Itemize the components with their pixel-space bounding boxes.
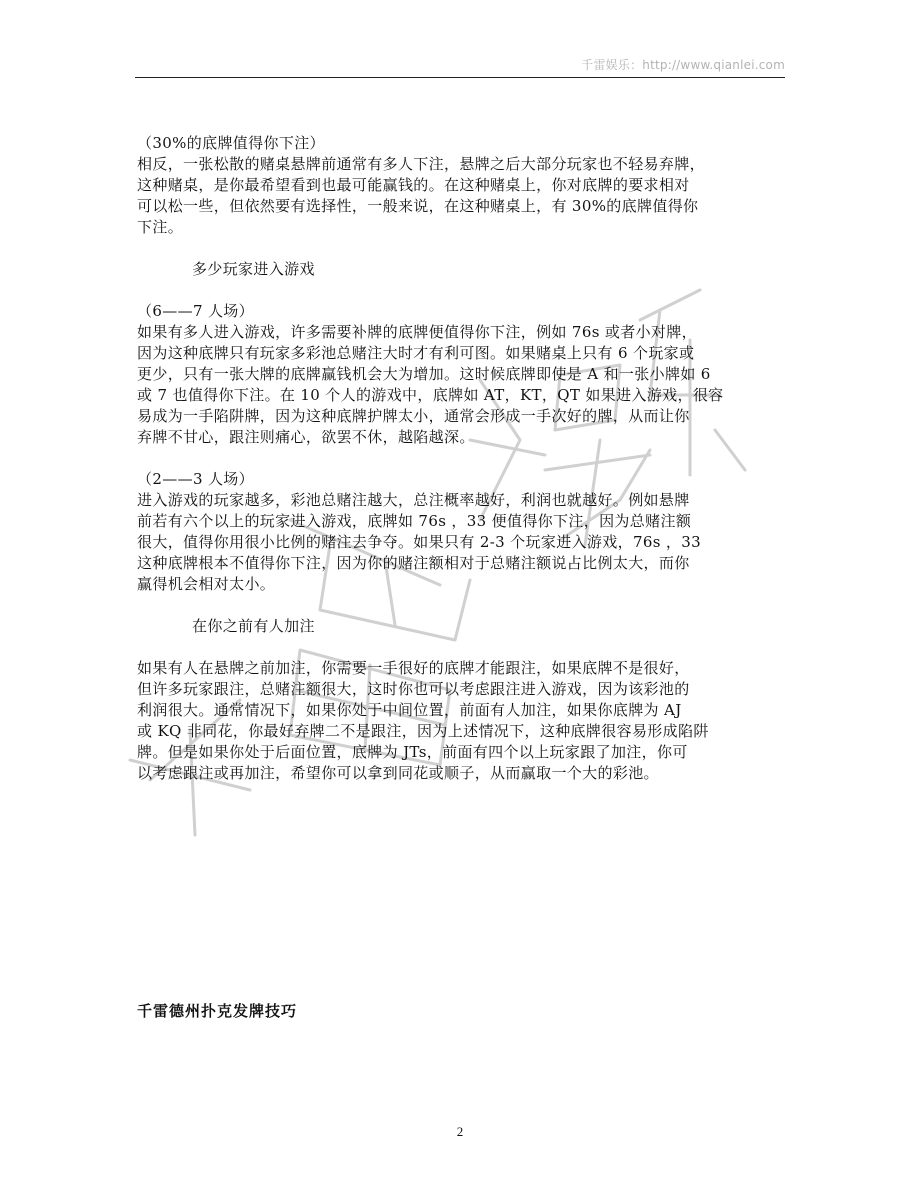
body-line: 进入游戏的玩家越多，彩池总赌注越大，总注概率越好，利润也就越好。例如悬牌 [137,491,690,509]
header-rule [135,77,785,78]
section-30-percent [137,133,787,238]
body-line: 更少，只有一张大牌的底牌赢钱机会大为增加。这时候底牌即使是 A 和一张小牌如 6 [137,365,711,383]
heading-players-count: 多少玩家进入游戏 [192,260,315,278]
body-line: 这种底牌根本不值得你下注，因为你的赌注额相对于总赌注额说占比例太大，而你 [137,554,690,572]
body-line: 易成为一手陷阱牌，因为这种底牌护牌太小，通常会形成一手次好的牌，从而让你 [137,407,690,425]
page-number: 2 [456,1124,464,1139]
body-line: 可以松一些，但依然要有选择性，一般来说，在这种赌桌上，有 30%的底牌值得你 [137,197,699,215]
section-heading-30: （30%的底牌值得你下注） [137,134,325,152]
body-line: 弃牌不甘心，跟注则痛心，欲罢不休，越陷越深。 [137,428,475,446]
body-line: 下注。 [137,218,184,236]
section-heading-2-3: （2——3 人场） [137,470,255,488]
section-heading-6-7: （6——7 人场） [137,302,255,320]
heading-raise-before-you: 在你之前有人加注 [192,617,315,635]
body-line: 牌。但是如果你处于后面位置，底牌为 JTs，前面有四个以上玩家跟了加注，你可 [137,743,688,761]
footer-title: 千雷德州扑克发牌技巧 [137,1002,298,1020]
section-6-7-players [137,301,787,448]
section-2-3-players [137,469,787,595]
body-line: 前若有六个以上的玩家进入游戏，底牌如 76s ，33 便值得你下注，因为总赌注额 [137,512,692,530]
body-line: 相反，一张松散的赌桌悬牌前通常有多人下注，悬牌之后大部分玩家也不轻易弃牌， [137,155,705,173]
body-line: 或 7 也值得你下注。在 10 个人的游戏中，底牌如 AT，KT，QT 如果进入游戏，很容 [137,386,724,404]
body-line: 因为这种底牌只有玩家多彩池总赌注大时才有利可图。如果赌桌上只有 6 个玩家或 [137,344,695,362]
main-content [137,133,787,784]
header-source: 千雷娱乐：http://www.qianlei.com [581,58,785,72]
section-raise [137,658,787,784]
body-line: 以考虑跟注或再加注，希望你可以拿到同花或顺子，从而赢取一个大的彩池。 [137,764,659,782]
body-line: 赢得机会相对太小。 [137,575,276,593]
body-line: 但许多玩家跟注，总赌注额很大，这时你也可以考虑跟注进入游戏，因为该彩池的 [137,680,690,698]
body-line: 或 KQ 非同花，你最好弃牌二不是跟注，因为上述情况下，这种底牌很容易形成陷阱 [137,722,709,740]
body-line: 很大，值得你用很小比例的赌注去争夺。如果只有 2-3 个玩家进入游戏，76s ，33 [137,533,702,551]
body-line: 如果有多人进入游戏，许多需要补牌的底牌便值得你下注，例如 76s 或者小对牌， [137,323,697,341]
body-line: 如果有人在悬牌之前加注，你需要一手很好的底牌才能跟注，如果底牌不是很好， [137,659,690,677]
body-line: 这种赌桌，是你最希望看到也最可能赢钱的。在这种赌桌上，你对底牌的要求相对 [137,176,690,194]
body-line: 利润很大。通常情况下，如果你处于中间位置，前面有人加注，如果你底牌为 AJ [137,701,682,719]
